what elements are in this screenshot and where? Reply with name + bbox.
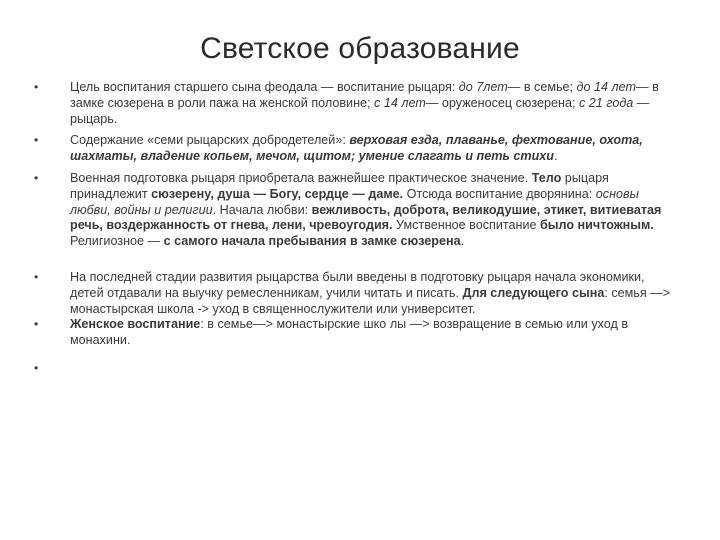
text-segment: Для следующего сына [462,285,605,300]
text-segment: — в замке сюзерена в роли пажа на женской половине; [70,80,659,110]
text-segment: с 21 года [578,95,634,110]
bullet-icon: • [34,170,39,185]
text-segment: было ничтожным. [540,218,654,233]
text-segment: верховая езда, плаванье, фехтование, охота, шахматы, владение копьем, мечом, щитом; умение слагать и петь стихи [70,133,643,164]
bullet-icon: • [34,133,39,148]
text-segment: рыцаря принадлежит [70,170,609,201]
text-segment: с самого начала пребывания в замке сюзерена [163,234,461,249]
text-segment: Военная подготовка рыцаря приобретала важнейшее практическое значение. [70,170,532,185]
text-segment: Умственное воспитание [392,218,540,233]
text-segment: основы любви, войны и религии [70,186,639,217]
bullet-icon: • [34,360,39,375]
text-segment: Религиозное — [70,234,164,249]
bullet-item-4 [34,270,674,317]
text-segment: . [554,149,558,164]
bullet-text [70,317,674,349]
bullet-icon: • [34,269,39,284]
text-segment: На последней стадии развития рыцарства были введены в подготовку рыцаря начала экономики, детей отдавали на выучку ремесленникам, учили читать и писать. [70,269,645,300]
text-segment: . Начала любви: [212,202,312,217]
bullet-text [70,270,674,317]
text-segment: — рыцарь. [70,95,650,126]
text-segment: Женское воспитание [70,317,201,332]
bullet-text [70,171,674,250]
bullet-item-2 [34,133,674,165]
text-segment: — оруженосец сюзерена; [425,95,579,110]
text-segment: Содержание «семи рыцарских добродетелей»: [70,133,350,148]
bullet-item-6 [34,361,674,377]
text-segment: — в семье; [507,80,577,94]
bullet-icon: • [34,80,39,94]
text-segment: сюзерену, душа — Богу, сердце — даме. [151,186,404,201]
bullet-text [70,133,674,165]
text-segment: Отсюда воспитание дворянина: [403,186,596,201]
bullet-item-5 [34,317,674,349]
text-segment: : семья —> монастырская школа -> уход в священнослужители или университет. [70,285,671,316]
text-segment: с 14 лет [374,95,426,110]
text-segment: Цель воспитания старшего сына феодала — воспитание рыцаря: [70,80,459,94]
bullet-list [34,80,674,377]
text-segment: : в семье—> монастырские шко лы —> возвращение в семью или уход в монахини. [70,317,629,348]
text-segment: до 14 лет [576,80,636,94]
bullet-text [70,80,674,127]
slide-title: Светское образование [200,32,520,65]
text-segment: . [460,234,465,249]
text-segment: до 7лет [458,80,508,94]
text-segment: вежливость, доброта, великодушие, этикет, витиеватая речь, воздержанность от гнева, лени, чревоугодия. [70,202,662,233]
bullet-item-1 [34,80,674,127]
text-segment: Тело [531,170,562,185]
bullet-item-3 [34,171,674,250]
bullet-icon: • [34,317,39,332]
